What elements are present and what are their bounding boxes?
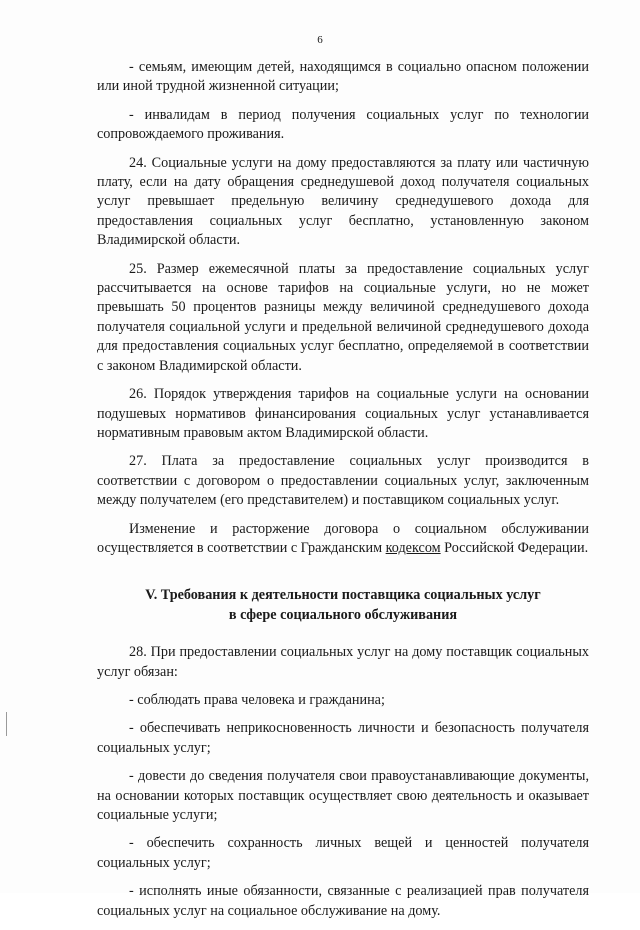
contract-text-before: Изменение и расторжение договора о социальном обслуживании осуществляется в соответствии с Гражданским bbox=[97, 520, 589, 556]
page-number: 6 bbox=[317, 34, 323, 46]
section-heading-line-1: V. Требования к деятельности поставщика социальных услуг bbox=[145, 587, 541, 604]
paragraph-28: 28. При предоставлении социальных услуг на дому поставщик социальных услуг обязан: bbox=[97, 644, 589, 680]
paragraph-26: 26. Порядок утверждения тарифов на социальные услуги на основании подушевых нормативов финансирования социальных услуг устанавливается нормативным правовым актом Владимирской области. bbox=[97, 386, 589, 441]
paragraph-contract-change bbox=[97, 520, 589, 559]
duty-human-rights: - соблюдать права человека и гражданина; bbox=[129, 691, 385, 708]
document-body bbox=[97, 58, 589, 930]
paragraph-disabled: - инвалидам в период получения социальных услуг по технологии сопровождаемого проживания. bbox=[97, 106, 589, 143]
duty-personal-safety: - обеспечивать неприкосновенность личности и безопасность получателя социальных услуг; bbox=[97, 720, 589, 756]
section-heading-line-2: в сфере социального обслуживания bbox=[228, 606, 458, 623]
paragraph-25: 25. Размер ежемесячной платы за предоставление социальных услуг рассчитывается на основе тарифов на социальные услуги, но не может превышать 50 процентов разницы между величиной среднедушевого дохода получателя социальной услуги и предельной величиной среднедушевого дохода для предоставления социальных услуг бесплатно, определяемой в соответствии с законом Владимирской области. bbox=[97, 260, 589, 374]
duty-belongings-safety: - обеспечить сохранность личных вещей и ценностей получателя социальных услуг; bbox=[97, 835, 589, 871]
civil-code-link[interactable]: кодексом bbox=[385, 539, 441, 556]
paragraph-24: 24. Социальные услуги на дому предоставляются за плату или частичную плату, если на дату обращения среднедушевой доход получателя социальных услуг превышает предельную величину среднедушевого дохода для предоставления социальных услуг бесплатно, установленную законом Владимирской области. bbox=[97, 154, 589, 249]
duty-inform-documents: - довести до сведения получателя свои правоустанавливающие документы, на основании которых поставщик осуществляет свою деятельность и оказывает социальные услуги; bbox=[97, 768, 589, 823]
contract-text-after: Российской Федерации. bbox=[440, 539, 589, 556]
section-heading bbox=[97, 586, 589, 625]
duty-other-obligations: - исполнять иные обязанности, связанные с реализацией прав получателя социальных услуг на социальное обслуживание на дому. bbox=[97, 883, 589, 919]
scan-edge-mark bbox=[6, 712, 7, 736]
paragraph-27: 27. Плата за предоставление социальных услуг производится в соответствии с договором о предоставлении социальных услуг, заключенным между получателем (его представителем) и поставщиком социальных услуг. bbox=[97, 453, 589, 509]
paragraph-families: - семьям, имеющим детей, находящимся в социально опасном положении или иной трудной жизненной ситуации; bbox=[97, 59, 589, 95]
